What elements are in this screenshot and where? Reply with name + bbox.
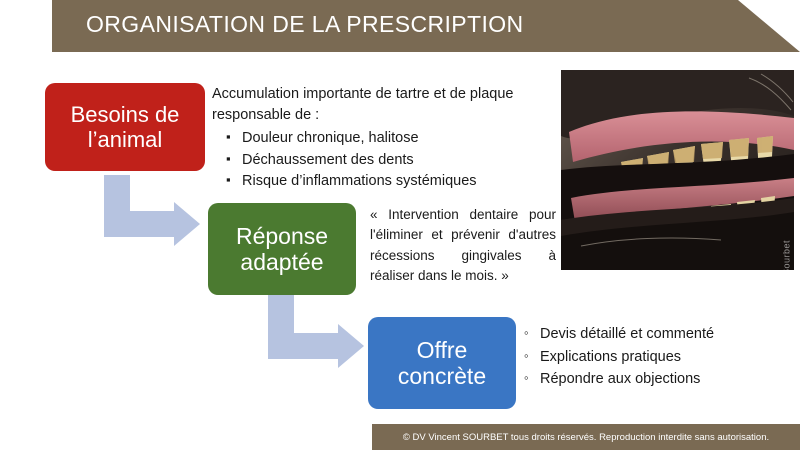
needs-box-label: Besoins de l’animal [70,101,180,152]
list-item: ▪ Douleur chronique, halitose [212,128,552,149]
needs-bullet-list [212,128,552,192]
arrow-needs-to-response-icon [104,175,222,253]
footer-left-fill [0,424,372,450]
dog-teeth-photo-graphic [561,70,794,270]
footer-copyright: © DV Vincent SOURBET tous droits réservés. Reproduction interdite sans autorisation. [372,424,800,450]
list-item: ◦ Répondre aux objections [524,369,786,390]
header-corner-notch [738,0,800,52]
response-box-label: Réponse adaptée [235,222,329,275]
list-item: ◦ Explications pratiques [524,347,786,368]
list-item: ▪ Risque d’inflammations systémiques [212,171,552,192]
dog-teeth-photo [561,70,794,312]
needs-box [45,83,205,171]
arrow-head [338,324,364,368]
arrow-bar [104,211,176,237]
offer-bullet-list [524,324,786,390]
page-title: ORGANISATION DE LA PRESCRIPTION [86,11,524,37]
needs-lead-text: Accumulation importante de tartre et de plaque responsable de : [212,86,514,123]
response-box [208,203,356,295]
needs-description [212,84,552,193]
offer-description [524,322,786,392]
arrow-head [174,202,200,246]
list-item: ▪ Déchaussement des dents [212,150,552,171]
left-margin-strip [0,0,51,450]
arrow-bar [268,333,340,359]
photo-watermark: Vincent Sourbet [781,240,791,312]
response-quote: « Intervention dentaire pour l'éliminer et prévenir d'autres récessions gingivales à réaliser dans le mois. » [370,207,556,283]
offer-box [368,317,516,409]
list-item: ◦ Devis détaillé et commenté [524,324,786,345]
offer-box-label: Offre concrète [397,336,487,389]
